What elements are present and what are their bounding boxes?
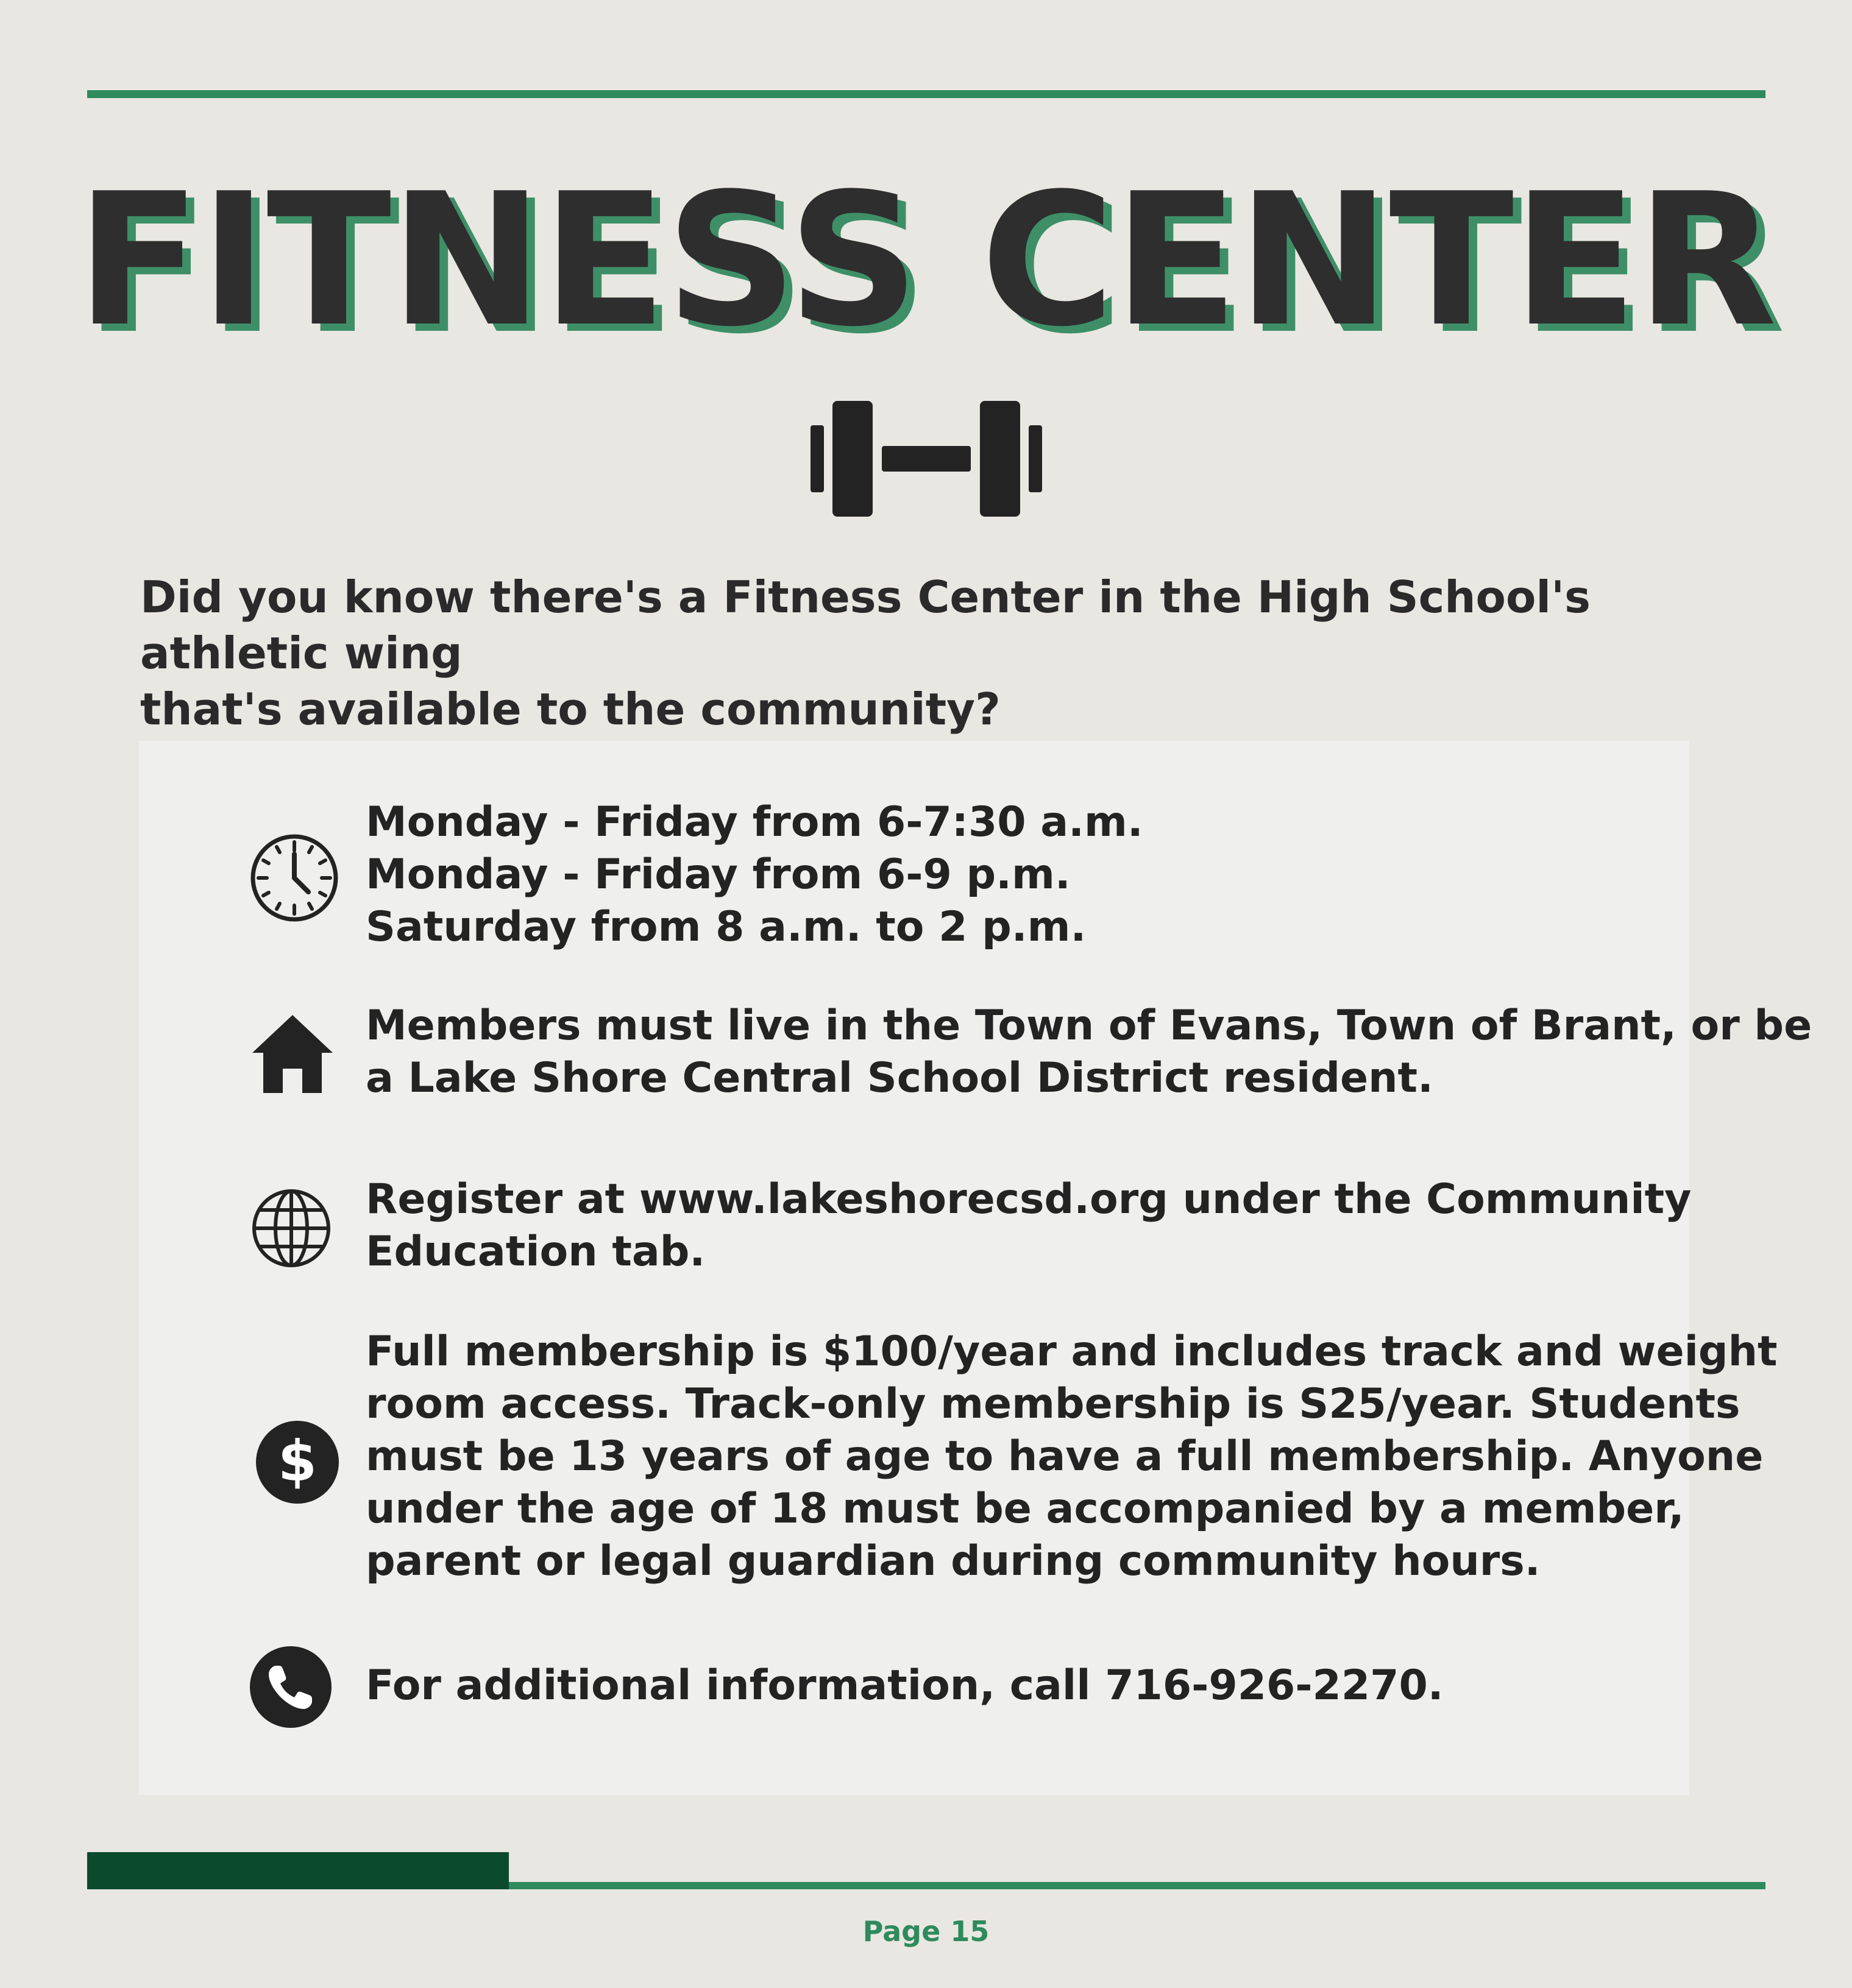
hours-line: Monday - Friday from 6-9 p.m. — [366, 851, 1071, 899]
intro-line: Did you know there's a Fitness Center in the High School's athletic wing — [140, 571, 1591, 679]
membership-line: parent or legal guardian during community hours. — [366, 1537, 1541, 1585]
membership-line: room access. Track-only membership is S25/year. Students — [366, 1380, 1740, 1428]
clock-icon — [249, 832, 340, 924]
residency-text — [366, 1000, 1812, 1105]
intro-line: that's available to the community? — [140, 684, 1001, 735]
bottom-rule-accent — [87, 1852, 509, 1889]
intro-text — [140, 569, 1725, 737]
membership-text — [366, 1326, 1778, 1588]
contact-line: For additional information, call 716-926-2270. — [366, 1661, 1444, 1710]
membership-line: Full membership is $100/year and includes track and weight — [366, 1328, 1778, 1376]
contact-text — [366, 1660, 1658, 1712]
dollar-icon — [255, 1420, 340, 1505]
top-rule — [87, 90, 1765, 98]
residency-line: a Lake Shore Central School District resident. — [366, 1054, 1433, 1102]
hours-line: Saturday from 8 a.m. to 2 p.m. — [366, 903, 1087, 951]
register-text — [366, 1173, 1692, 1278]
dumbbell-icon — [811, 401, 1042, 517]
page-number: Page 15 — [862, 1915, 990, 1948]
membership-line: under the age of 18 must be accompanied by a member, — [366, 1485, 1684, 1533]
svg-text:$: $ — [277, 1429, 318, 1494]
hours-text — [366, 796, 1658, 953]
phone-icon — [249, 1645, 333, 1729]
page-title: FITNESS CENTER — [76, 154, 1776, 367]
residency-line: Members must live in the Town of Evans, Town of Brant, or be — [366, 1002, 1812, 1050]
register-line: Education tab. — [366, 1228, 706, 1276]
membership-line: must be 13 years of age to have a full membership. Anyone — [366, 1432, 1764, 1480]
house-icon — [250, 1013, 335, 1095]
register-line: Register at www.lakeshorecsd.org under the Community — [366, 1175, 1692, 1223]
hours-line: Monday - Friday from 6-7:30 a.m. — [366, 798, 1143, 846]
globe-icon — [251, 1188, 332, 1268]
